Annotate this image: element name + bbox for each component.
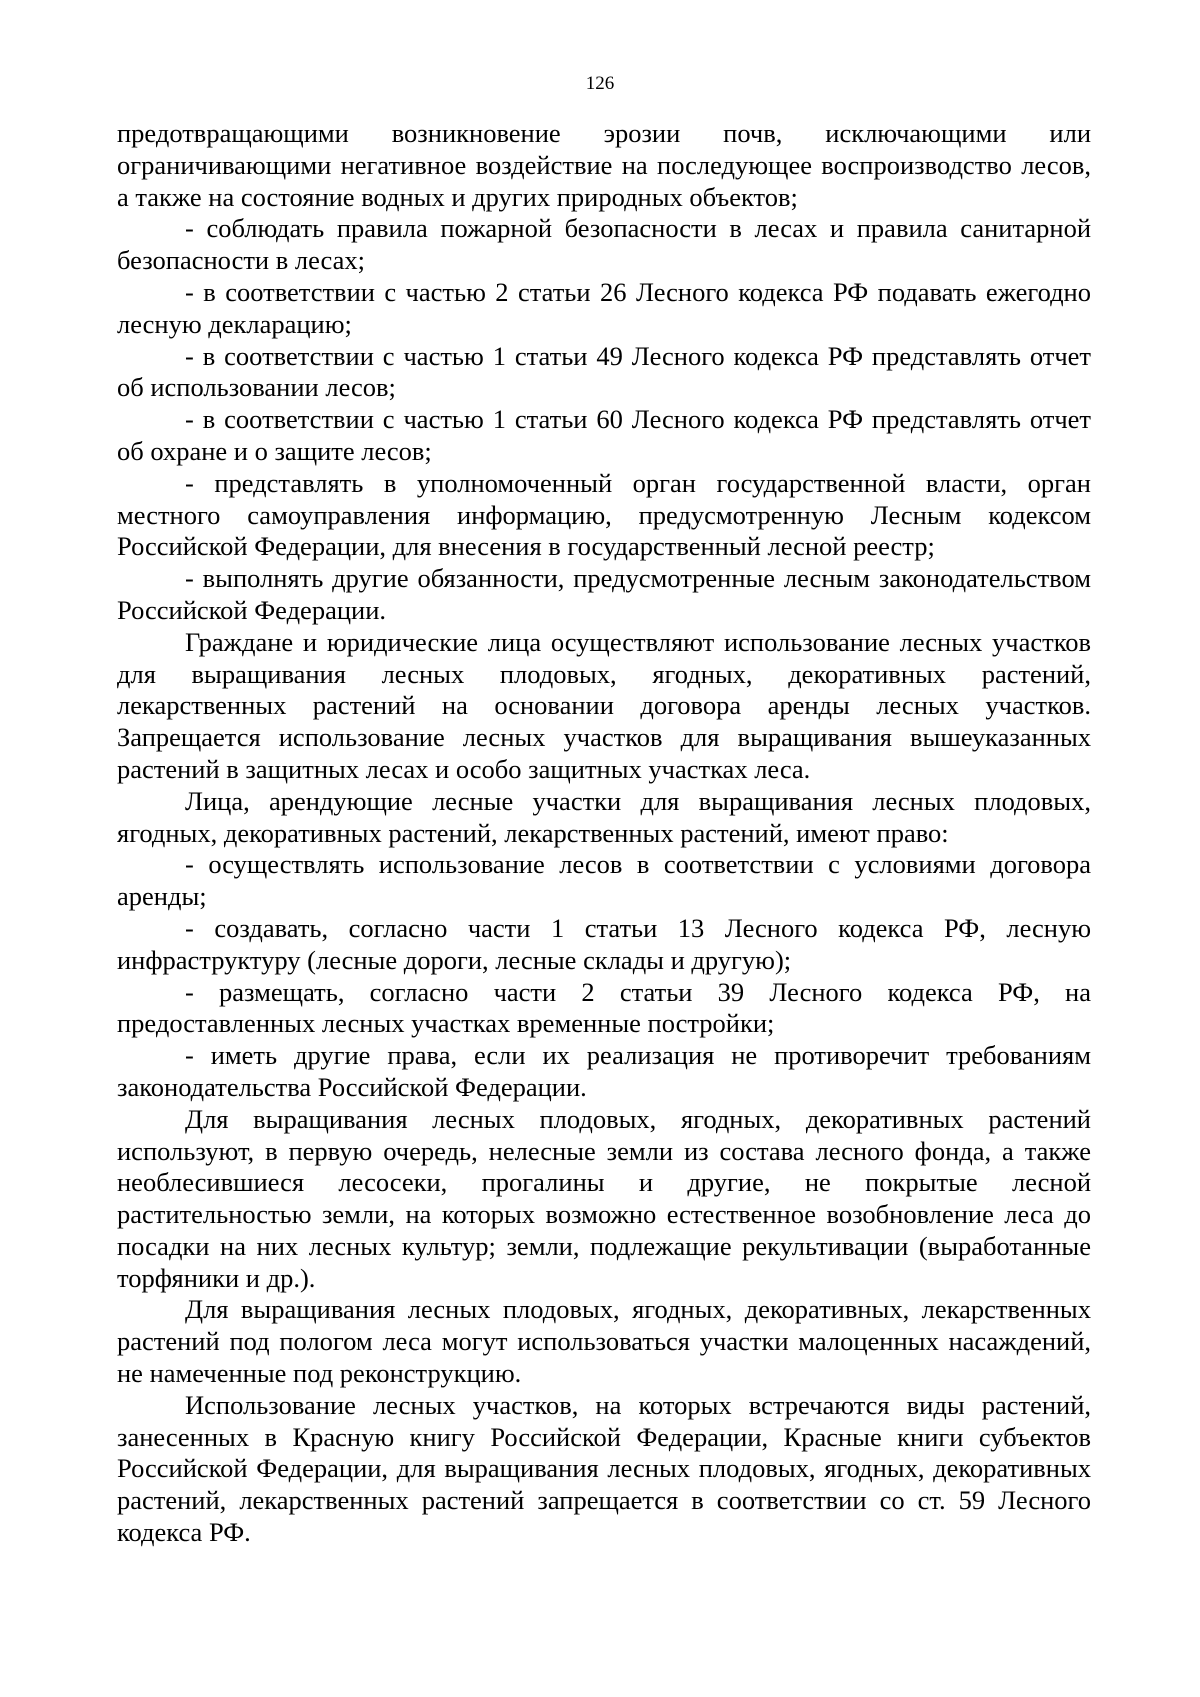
paragraph-right-temporary-buildings: - размещать, согласно части 2 статьи 39 Лесного кодекса РФ, на предоставленных лесных участках временные постройки; <box>117 976 1091 1039</box>
paragraph-right-infrastructure: - создавать, согласно части 1 статьи 13 Лесного кодекса РФ, лесную инфраструктуру (лесные дороги, лесные склады и другую); <box>117 912 1091 975</box>
paragraph-fire-safety-duty: - соблюдать правила пожарной безопасности в лесах и правила санитарной безопасности в лесах; <box>117 213 1091 276</box>
paragraph-continuation: предотвращающими возникновение эрозии почв, исключающими или ограничивающими негативное воздействие на последующее воспроизводство лесов, а также на состояние водных и других природных объектов; <box>117 118 1091 212</box>
paragraph-other-duties: - выполнять другие обязанности, предусмотренные лесным законодательством Российской Федерации. <box>117 563 1091 625</box>
paragraph-right-other: - иметь другие права, если их реализация не противоречит требованиям законодательства Российской Федерации. <box>117 1040 1091 1102</box>
paragraph-land-selection: Для выращивания лесных плодовых, ягодных, декоративных растений используют, в первую очередь, нелесные земли из состава лесного фонда, а также необлесившиеся лесосеки, прогалины и другие, не покрытые лесной растительностью земли, на которых возможно естественное возобновление леса до посадки на них лесных культур; земли, подлежащие рекультивации (выработанные торфяники и др.). <box>117 1103 1091 1293</box>
paragraph-registry-info-duty: - представлять в уполномоченный орган государственной власти, орган местного самоуправления информацию, предусмотренную Лесным кодексом Российской Федерации, для внесения в государственный лесной реестр; <box>117 467 1091 562</box>
paragraph-usage-report-duty: - в соответствии с частью 1 статьи 49 Лесного кодекса РФ представлять отчет об использовании лесов; <box>117 340 1091 403</box>
paragraph-lease-basis: Граждане и юридические лица осуществляют использование лесных участков для выращивания лесных плодовых, ягодных, декоративных растений, лекарственных растений на основании договора аренды лесных участков. Запрещается использование лесных участков для выращивания вышеуказанных растений в защитных лесах и особо защитных участках леса. <box>117 626 1091 784</box>
page-number: 126 <box>585 73 615 94</box>
paragraph-protection-report-duty: - в соответствии с частью 1 статьи 60 Лесного кодекса РФ представлять отчет об охране и о защите лесов; <box>117 404 1091 466</box>
paragraph-under-canopy: Для выращивания лесных плодовых, ягодных, декоративных, лекарственных растений под пологом леса могут использоваться участки малоценных насаждений, не намеченные под реконструкцию. <box>117 1294 1091 1389</box>
paragraph-right-use-forests: - осуществлять использование лесов в соответствии с условиями договора аренды; <box>117 849 1091 912</box>
paragraph-red-book-prohibition: Использование лесных участков, на которых встречаются виды растений, занесенных в Красную книгу Российской Федерации, Красные книги субъектов Российской Федерации, для выращивания лесных плодовых, ягодных, декоративных растений, лекарственных растений запрещается в соответствии со ст. 59 Лесного кодекса РФ. <box>117 1389 1091 1548</box>
document-body <box>117 118 1091 1549</box>
paragraph-forest-declaration-duty: - в соответствии с частью 2 статьи 26 Лесного кодекса РФ подавать ежегодно лесную декларацию; <box>117 276 1091 339</box>
paragraph-lessee-rights-intro: Лица, арендующие лесные участки для выращивания лесных плодовых, ягодных, декоративных растений, лекарственных растений, имеют право: <box>117 785 1091 848</box>
